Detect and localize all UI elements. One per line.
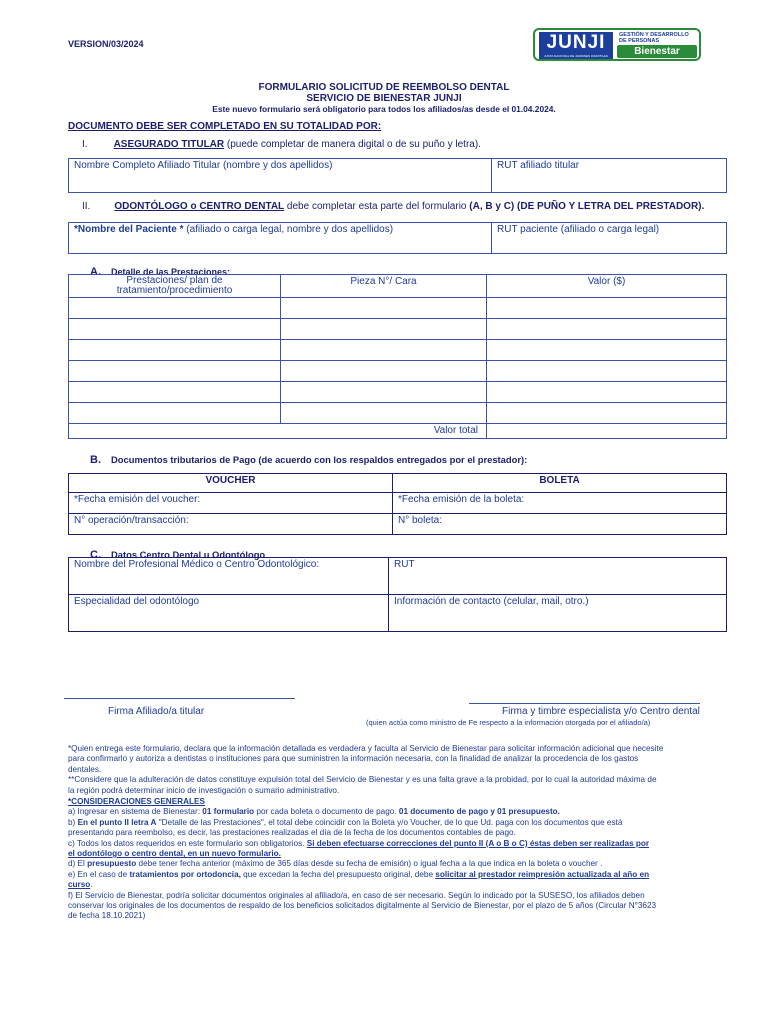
junji-logo-mark: JUNJI JUNTA NACIONAL DE JARDINES INFANTILES [539, 32, 613, 59]
table-row [69, 403, 727, 424]
numero-boleta-field[interactable]: N° boleta: [393, 514, 727, 535]
section-b-heading: B. Documentos tributarios de Pago (de acuerdo con los respaldos entregados por el prestador): [90, 454, 528, 466]
instruction-heading: DOCUMENTO DEBE SER COMPLETADO EN SU TOTALIDAD POR: [68, 121, 382, 132]
section-c-heading: C. Datos Centro Dental u Odontólogo [90, 549, 266, 561]
table-row [69, 382, 727, 403]
section-a-heading: A. Detalle de las Prestaciones: [90, 266, 231, 278]
afiliado-rut-field[interactable]: RUT afiliado titular [492, 159, 727, 193]
prestaciones-header-row [69, 275, 727, 298]
patient-name-field[interactable]: *Nombre del Paciente * (afiliado o carga legal, nombre y dos apellidos) [69, 223, 492, 254]
profesional-field[interactable]: Nombre del Profesional Médico o Centro Odontológico: [69, 558, 389, 595]
firma-afiliado-label: Firma Afiliado/a titular [108, 706, 205, 717]
operacion-field[interactable]: N° operación/transacción: [69, 514, 393, 535]
logo-gestion-text: GESTIÓN Y DESARROLLO DE PERSONAS [619, 32, 689, 44]
col-pieza: Pieza N°/ Cara [281, 275, 487, 298]
fecha-boleta-field[interactable]: *Fecha emisión de la boleta: [393, 493, 727, 514]
afiliado-name-field[interactable]: Nombre Completo Afiliado Titular (nombre y dos apellidos) [69, 159, 492, 193]
firma-especialista-label: Firma y timbre especialista y/o Centro dental [502, 706, 700, 717]
declaration-text: *Quien entrega este formulario, declara que la información detallada es verdadera y faculta al Servicio de Bienestar para solicitar información adicional que necesite para confirmarlo y autoriza a dentistas o instituciones para que suministren la información necesaria, con la finalidad de analizar la procedencia de los gastos dentales. **Considere que la adulteración de datos constituye expulsión total del Servicio de Bienestar y es una falta grave a la probidad, por lo cual la autoridad máxima de la región podrá determinar inicio de investigación o sumario administrativo. [68, 744, 664, 795]
table-row [69, 361, 727, 382]
voucher-header: VOUCHER [69, 474, 393, 493]
table-row [69, 319, 727, 340]
section-1-heading: I. ASEGURADO TITULAR (puede completar de manera digital o de su puño y letra). [82, 139, 481, 150]
considerations-title: *CONSIDERACIONES GENERALES [68, 797, 205, 806]
considerations-text: *CONSIDERACIONES GENERALES a) Ingresar en sistema de Bienestar: 01 formulario por cada boleta o documento de pago. 01 documento de pago y 01 presupuesto. b) En el punto II letra A "Detalle de las Prestaciones", el total debe coincidir con la Boleta y/o Voucher, de lo que Ud. paga con los documentos que está presentando para reembolso, es decir, las prestaciones realizadas el día de la fecha de los documentos contables de pago. c) Todos los datos requeridos en este formulario son obligatorios. Si deben efectuarse correcciones del punto II (A o B o C) éstas deben ser realizadas por el odontólogo o centro dental, en un nuevo formulario. d) El presupuesto debe tener fecha anterior (máximo de 365 días desde su fecha de emisión) o igual fecha a la que indica en la boleta o voucher . e) En el caso de tratamientos por ortodoncia, que excedan la fecha del presupuesto original, debe solicitar al prestador reimpresión actualizada al año en curso. f) El Servicio de Bienestar, podría solicitar documentos originales al afiliado/a, en caso de ser necesario. Según lo indicado por la SUSESO, los afiliados deben conservar los originales de los documentos de respaldo de los beneficios solicitados digitalmente al Servicio de Bienestar, por el plazo de 5 años (Circular N°3623 de fecha 18.10.2021) [68, 797, 708, 922]
patient-rut-field[interactable]: RUT paciente (afiliado o carga legal) [492, 223, 727, 254]
total-value-field[interactable] [487, 424, 727, 439]
documentos-table [68, 473, 727, 535]
section-2-heading: II. ODONTÓLOGO o CENTRO DENTAL debe completar esta parte del formulario (A, B y C) (DE PUÑO Y LETRA DEL PRESTADOR). [82, 201, 705, 212]
col-valor: Valor ($) [487, 275, 727, 298]
form-title: FORMULARIO SOLICITUD DE REEMBOLSO DENTAL SERVICIO DE BIENESTAR JUNJI Este nuevo formulario será obligatorio para todos los afiliados/as desde el 01.04.2024. [212, 82, 556, 114]
centro-dental-table [68, 557, 727, 632]
col-prestaciones: Prestaciones/ plan de tratamiento/procedimiento [69, 275, 281, 298]
section-1-table [68, 158, 727, 193]
junji-logo [533, 28, 701, 61]
firma-especialista-note: (quien actúa como ministro de Fe respecto a la información otorgada por el afiliado/a) [366, 718, 651, 727]
logo-bienestar-badge: Bienestar [617, 45, 697, 58]
contacto-field[interactable]: Información de contacto (celular, mail, otro.) [389, 595, 727, 632]
boleta-header: BOLETA [393, 474, 727, 493]
section-2-table [68, 222, 727, 254]
total-label: Valor total [69, 424, 487, 439]
table-row [69, 298, 727, 319]
profesional-rut-field[interactable]: RUT [389, 558, 727, 595]
prestaciones-table [68, 274, 727, 439]
total-row [69, 424, 727, 439]
version-label: VERSION/03/2024 [68, 39, 144, 49]
especialidad-field[interactable]: Especialidad del odontólogo [69, 595, 389, 632]
firma-afiliado-line [64, 698, 295, 699]
fecha-voucher-field[interactable]: *Fecha emisión del voucher: [69, 493, 393, 514]
firma-especialista-line [469, 703, 700, 704]
table-row [69, 340, 727, 361]
